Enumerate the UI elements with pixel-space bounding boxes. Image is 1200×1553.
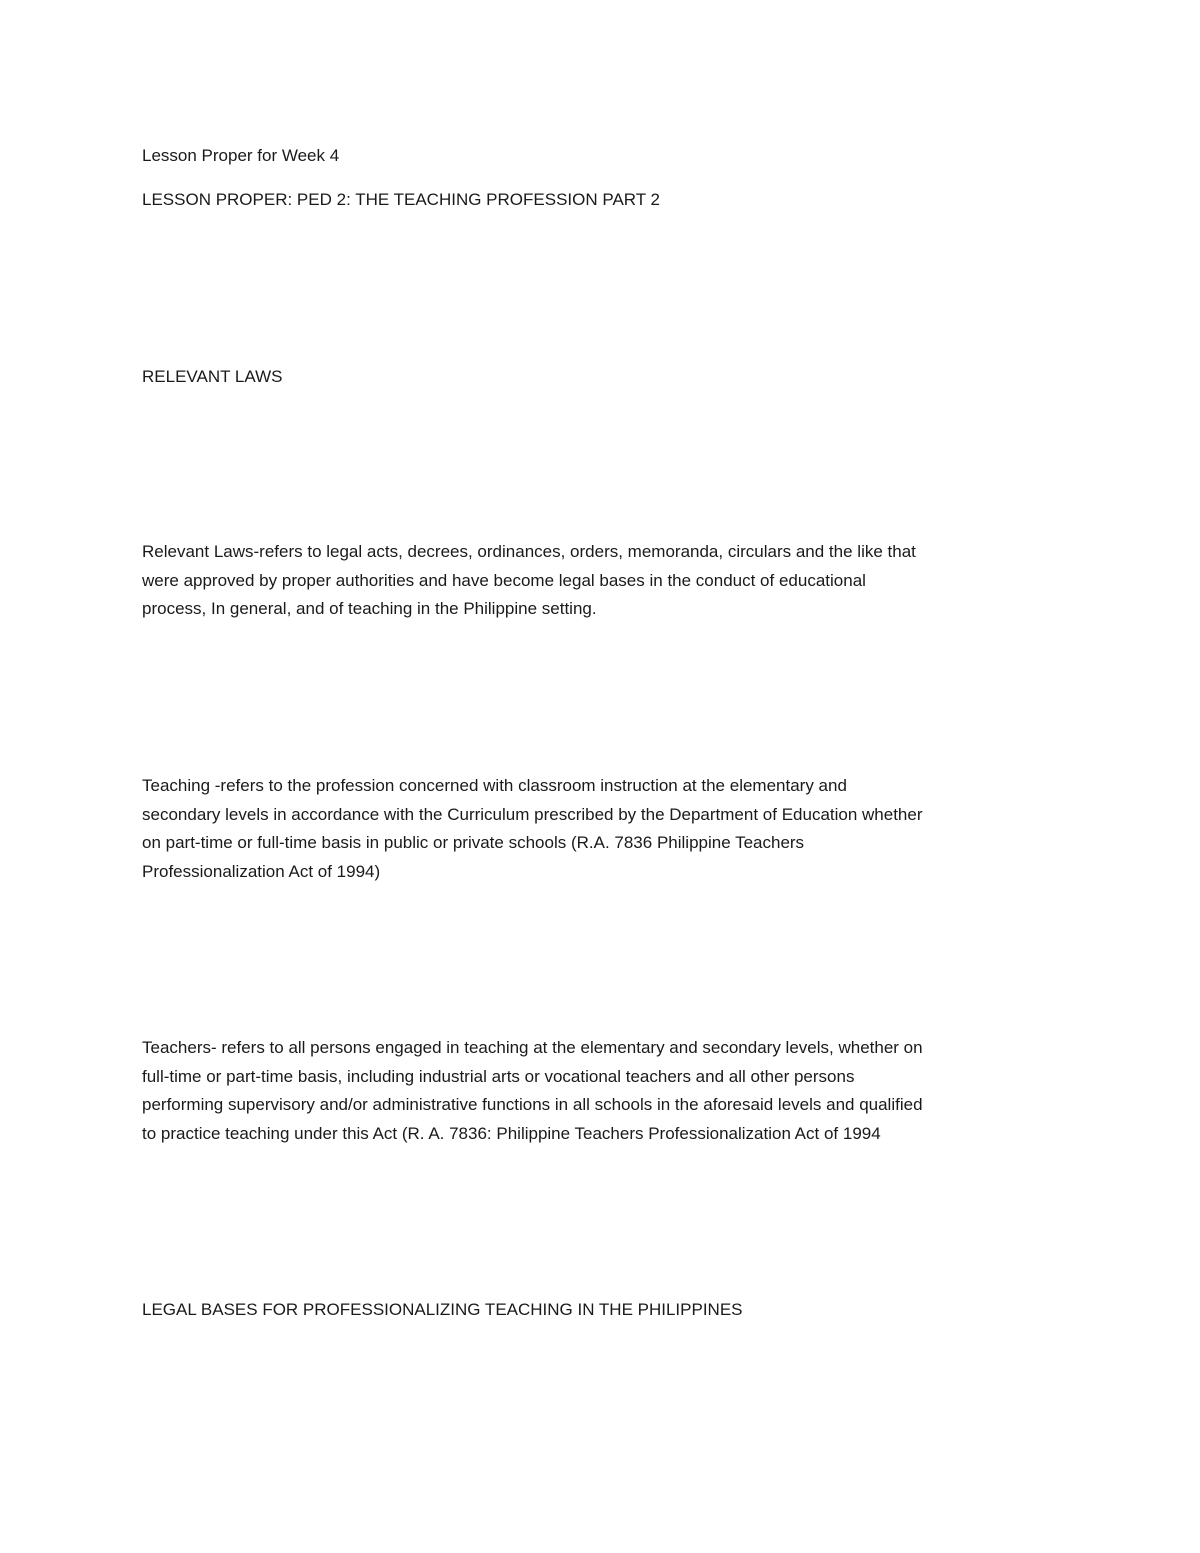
lesson-proper-subtitle: LESSON PROPER: PED 2: THE TEACHING PROFESSION PART 2 xyxy=(142,190,661,209)
paragraph-line: secondary levels in accordance with the Curriculum prescribed by the Department of Education whether xyxy=(142,804,923,824)
paragraph-line: full-time or part-time basis, including industrial arts or vocational teachers and all other persons xyxy=(142,1066,855,1086)
relevant-laws-definition xyxy=(142,538,1062,624)
teaching-definition xyxy=(142,772,1062,886)
paragraph-line: process, In general, and of teaching in the Philippine setting. xyxy=(142,599,597,618)
legal-bases-heading: LEGAL BASES FOR PROFESSIONALIZING TEACHING IN THE PHILIPPINES xyxy=(142,1300,743,1319)
paragraph-line: to practice teaching under this Act (R. A. 7836: Philippine Teachers Professionalization Act of 1994 xyxy=(142,1123,881,1143)
paragraph-line: Professionalization Act of 1994) xyxy=(142,861,381,881)
paragraph-line: performing supervisory and/or administrative functions in all schools in the aforesaid levels and qualified xyxy=(142,1095,923,1114)
paragraph-line: on part-time or full-time basis in public or private schools (R.A. 7836 Philippine Teachers xyxy=(142,833,805,852)
paragraph-line: Teachers- refers to all persons engaged in teaching at the elementary and secondary levels, whether on xyxy=(142,1038,923,1057)
paragraph-line: Teaching -refers to the profession concerned with classroom instruction at the elementary and xyxy=(142,776,847,795)
paragraph-line: were approved by proper authorities and have become legal bases in the conduct of educational xyxy=(142,570,866,590)
teachers-definition xyxy=(142,1034,1062,1148)
paragraph-line: Relevant Laws-refers to legal acts, decrees, ordinances, orders, memoranda, circulars and the like that xyxy=(142,542,916,561)
relevant-laws-heading: RELEVANT LAWS xyxy=(142,367,283,386)
lesson-week-title: Lesson Proper for Week 4 xyxy=(142,146,340,165)
